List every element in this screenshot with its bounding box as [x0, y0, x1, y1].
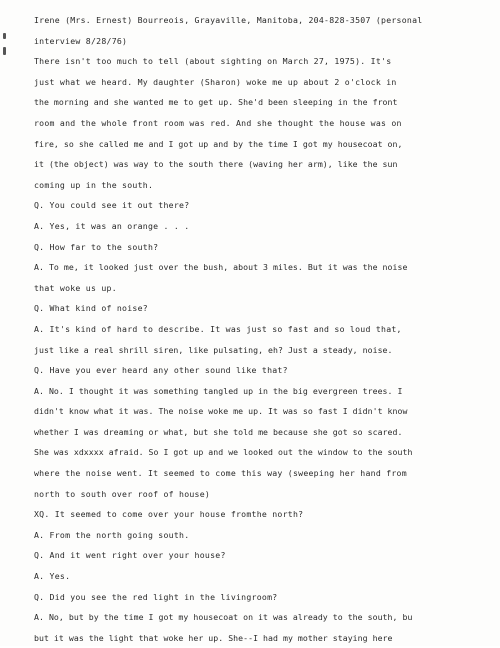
- text-line: where the noise went. It seemed to come this way (sweeping her hand from: [34, 468, 407, 479]
- answer-line: A. No. I thought it was something tangled up in the big evergreen trees. I: [34, 385, 403, 396]
- text-line: room and the whole front room was red. And she thought the house was on: [34, 117, 402, 128]
- text-line: There isn't too much to tell (about sighting on March 27, 1975). It's: [34, 56, 392, 67]
- text-line: fire, so she called me and I got up and by the time I got my housecoat on,: [34, 138, 403, 149]
- answer-line: A. It's kind of hard to describe. It was just so fast and so loud that,: [34, 323, 402, 334]
- answer-line: A. From the north going south.: [34, 529, 190, 540]
- header-line: Irene (Mrs. Ernest) Bourreois, Grayaville, Manitoba, 204-828-3507 (personal: [34, 15, 423, 25]
- text-line: that woke us up.: [34, 282, 117, 293]
- text-line: didn't know what it was. The noise woke me up. It was so fast I didn't know: [34, 406, 408, 417]
- question-line: Q. How far to the south?: [34, 241, 159, 252]
- text-line: just what we heard. My daughter (Sharon) woke me up about 2 o'clock in: [34, 76, 397, 87]
- text-line: She was xdxxxx afraid. So I got up and we looked out the window to the south: [34, 447, 413, 458]
- transcript-text: [34, 10, 496, 648]
- margin-mark: [3, 33, 6, 39]
- text-line: it (the object) was way to the south there (waving her arm), like the sun: [34, 159, 398, 170]
- question-line: Q. What kind of noise?: [34, 303, 148, 314]
- margin-mark: [3, 47, 6, 55]
- answer-line: A. To me, it looked just over the bush, about 3 miles. But it was the noise: [34, 262, 408, 273]
- text-line: the morning and she wanted me to get up. She'd been sleeping in the front: [34, 97, 398, 108]
- answer-line: A. Yes.: [34, 571, 71, 582]
- text-line: north to south over roof of house): [34, 488, 211, 499]
- text-line: but it was the light that woke her up. She--I had my mother staying here: [34, 632, 393, 643]
- answer-line: A. No, but by the time I got my housecoat on it was already to the south, bu: [34, 612, 413, 623]
- text-line: whether I was dreaming or what, but she told me because she got so scared.: [34, 426, 403, 437]
- question-line: Q. And it went right over your house?: [34, 550, 226, 561]
- question-line: XQ. It seemed to come over your house fromthe north?: [34, 509, 304, 520]
- text-line: just like a real shrill siren, like pulsating, eh? Just a steady, noise.: [34, 344, 393, 355]
- question-line: Q. Have you ever heard any other sound like that?: [34, 365, 288, 376]
- question-line: Q. You could see it out there?: [34, 200, 190, 211]
- header-line: interview 8/28/76): [34, 35, 128, 46]
- text-line: coming up in the south.: [34, 179, 154, 190]
- question-line: Q. Did you see the red light in the livingroom?: [34, 591, 278, 602]
- answer-line: A. Yes, it was an orange . . .: [34, 220, 190, 231]
